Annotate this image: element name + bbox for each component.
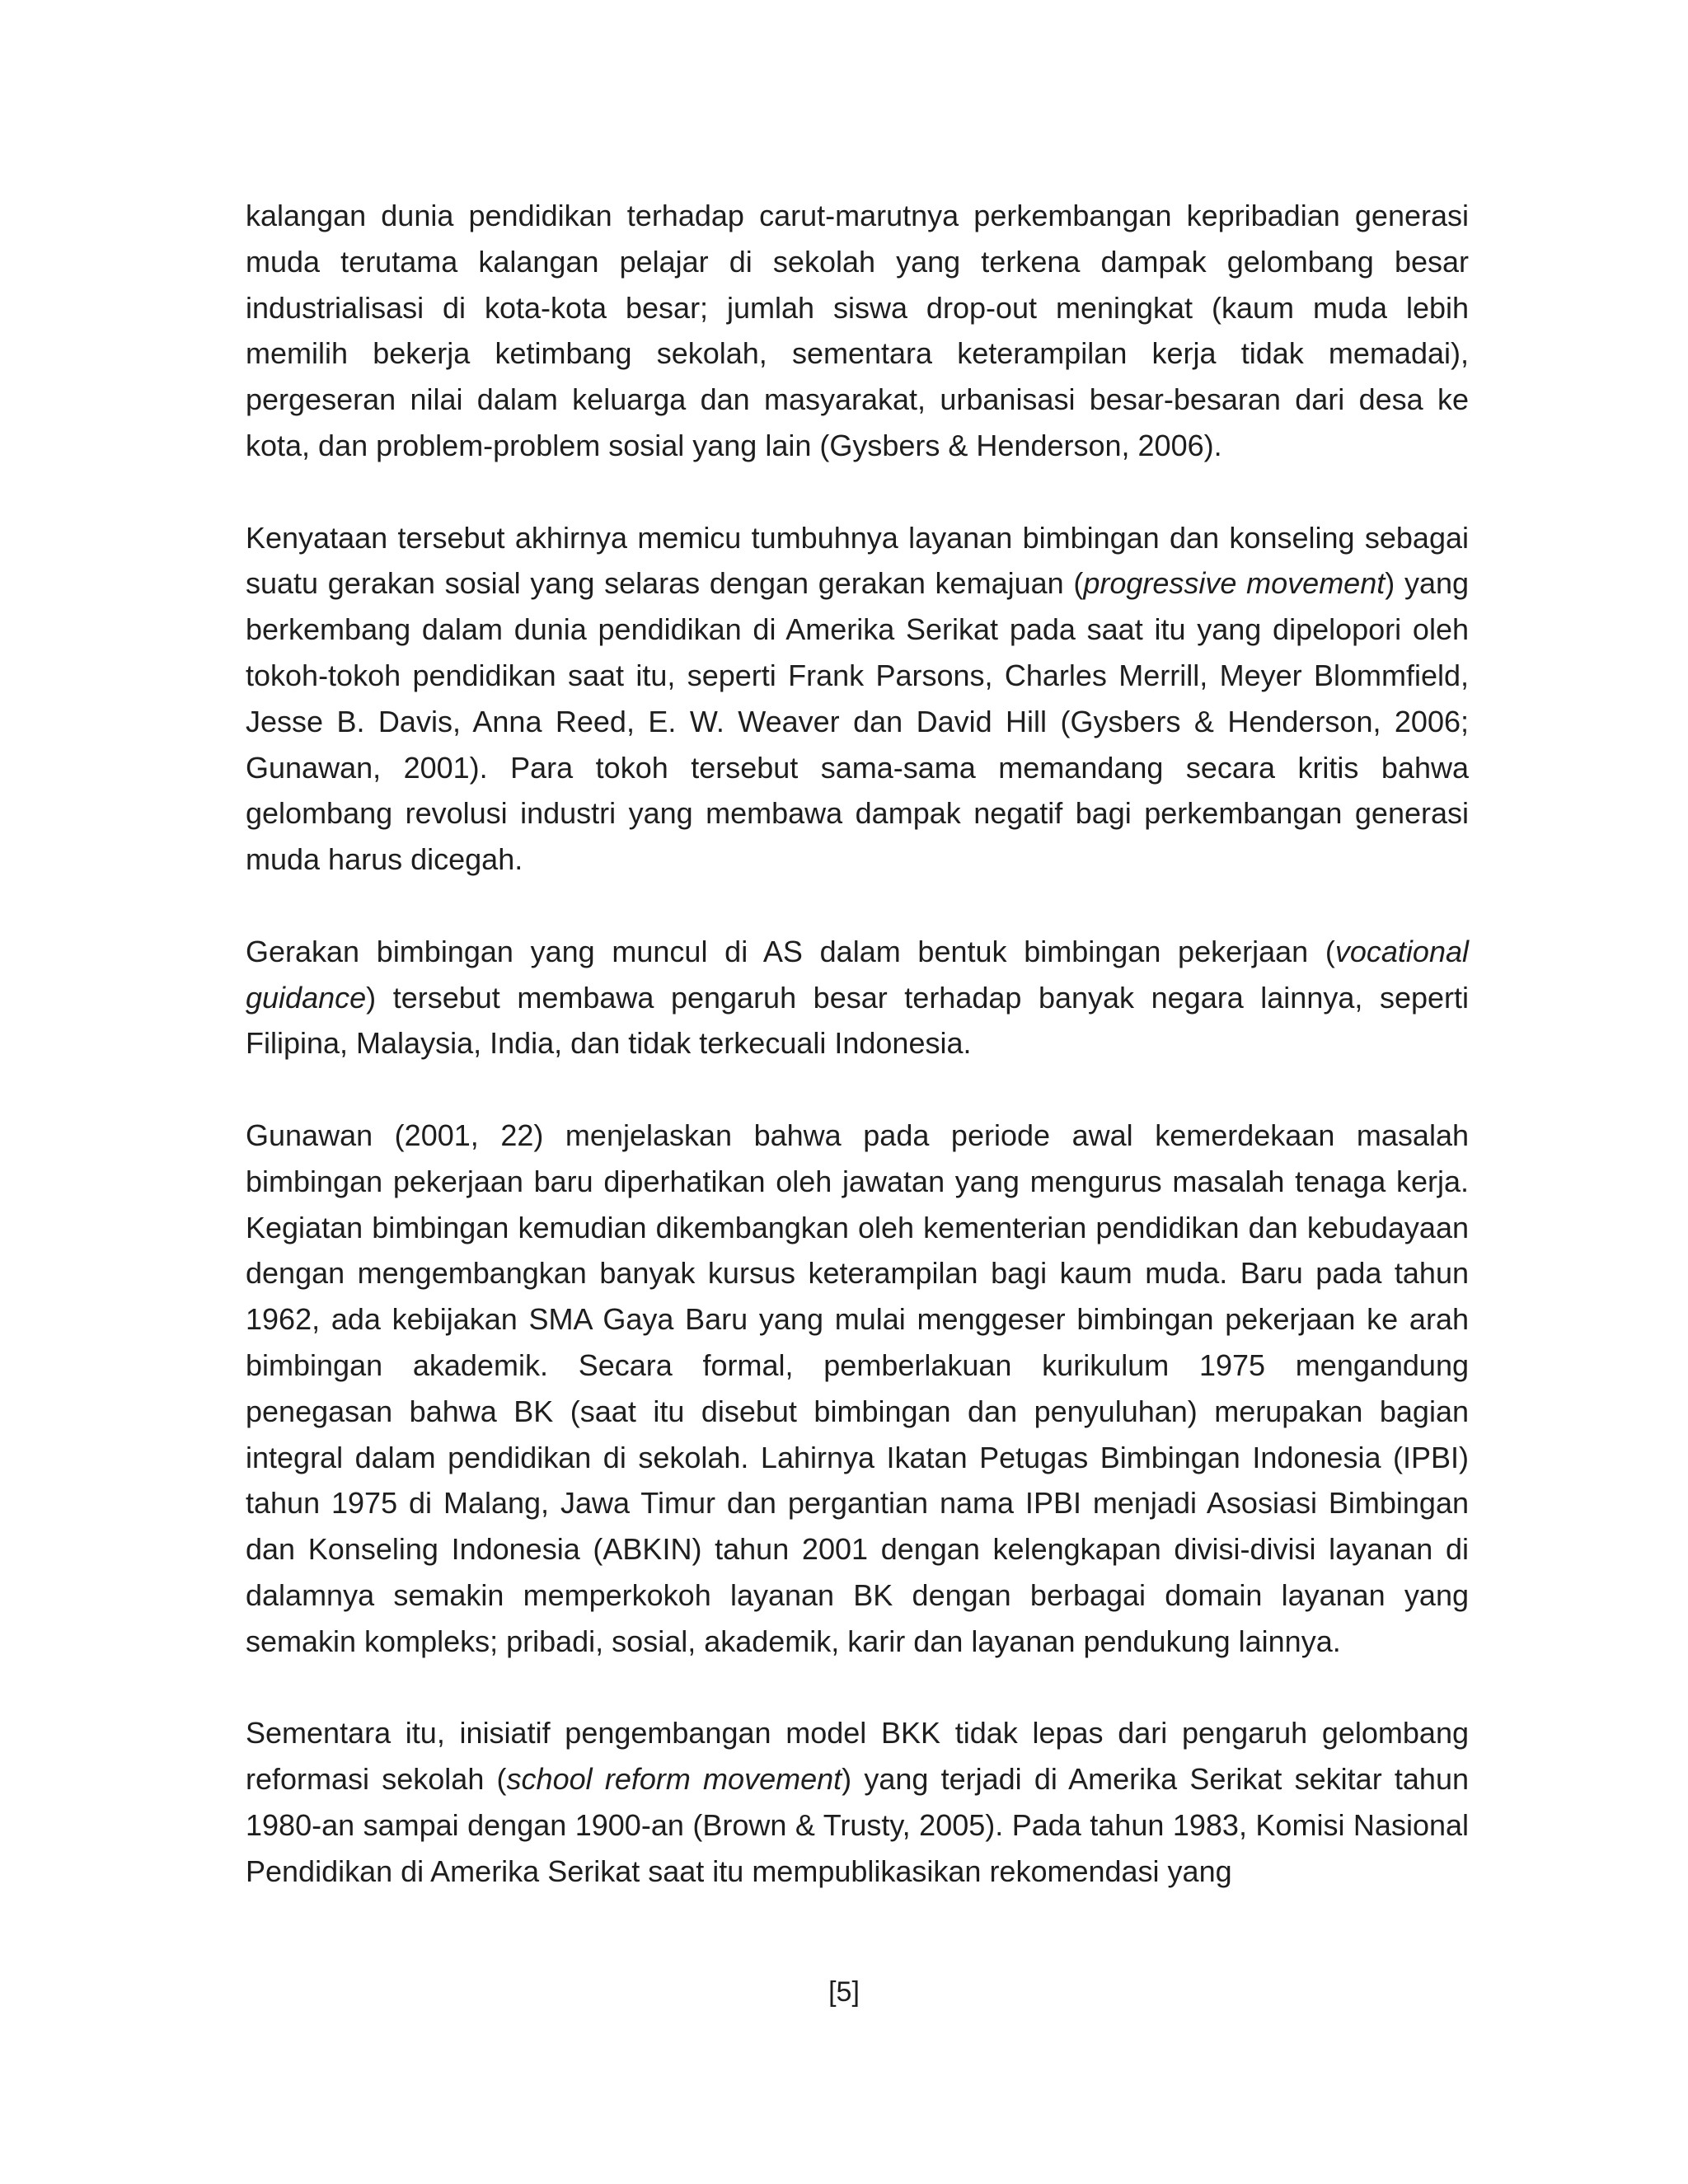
paragraph-4-text: Gunawan (2001, 22) menjelaskan bahwa pada periode awal kemerdekaan masalah bimbingan pekerjaan baru diperhatikan oleh jawatan yang mengurus masalah tenaga kerja. Kegiatan bimbingan kemudian dikembangkan oleh kementerian pendidikan dan kebudayaan dengan mengembangkan banyak kursus keterampilan bagi kaum muda. Baru pada tahun 1962, ada kebijakan SMA Gaya Baru yang mulai menggeser bimbingan pekerjaan ke arah bimbingan akademik. Secara formal, pemberlakuan kurikulum 1975 mengandung penegasan bahwa BK (saat itu disebut bimbingan dan penyuluhan) merupakan bagian integral dalam pendidikan di sekolah. Lahirnya Ikatan Petugas Bimbingan Indonesia (IPBI) tahun 1975 di Malang, Jawa Timur dan pergantian nama IPBI menjadi Asosiasi Bimbingan dan Konseling Indonesia (ABKIN) tahun 2001 dengan kelengkapan divisi-divisi layanan di dalamnya semakin memperkokoh layanan BK dengan berbagai domain layanan yang semakin kompleks; pribadi, sosial, akademik, karir dan layanan pendukung lainnya. (246, 1118, 1469, 1658)
paragraph-5 (246, 1710, 1469, 1894)
paragraph-2-text-b: ) yang berkembang dalam dunia pendidikan di Amerika Serikat pada saat itu yang dipelopori oleh tokoh-tokoh pendidikan saat itu, seperti Frank Parsons, Charles Merrill, Meyer Blommfield, Jesse B. Davis, Anna Reed, E. W. Weaver dan David Hill (Gysbers & Henderson, 2006; Gunawan, 2001). Para tokoh tersebut sama-sama memandang secara kritis bahwa gelombang revolusi industri yang membawa dampak negatif bagi perkembangan generasi muda harus dicegah. (246, 566, 1470, 877)
paragraph-4 (246, 1113, 1469, 1665)
paragraph-1 (246, 193, 1469, 469)
body-text (246, 193, 1469, 1894)
paragraph-2-text-a: Kenyataan tersebut akhirnya memicu tumbuhnya layanan bimbingan dan konseling sebagai suatu gerakan sosial yang selaras dengan gerakan kemajuan ( (246, 520, 1469, 601)
paragraph-2-italic-term: progressive movement (1083, 566, 1386, 601)
paragraph-1-text: kalangan dunia pendidikan terhadap carut-marutnya perkembangan kepribadian generasi muda terutama kalangan pelajar di sekolah yang terkena dampak gelombang besar industrialisasi di kota-kota besar; jumlah siswa drop-out meningkat (kaum muda lebih memilih bekerja ketimbang sekolah, sementara keterampilan kerja tidak memadai), pergeseran nilai dalam keluarga dan masyarakat, urbanisasi besar-besaran dari desa ke kota, dan problem-problem sosial yang lain (Gysbers & Henderson, 2006). (246, 199, 1469, 462)
page-footer (0, 1976, 1688, 2008)
paragraph-5-text-a: Sementara itu, inisiatif pengembangan model BKK tidak lepas dari pengaruh gelombang reformasi sekolah ( (246, 1716, 1469, 1797)
paragraph-3-italic-term: vocational guidance (246, 934, 1469, 1015)
paragraph-3-text-b: ) tersebut membawa pengaruh besar terhadap banyak negara lainnya, seperti Filipina, Malaysia, India, dan tidak terkecuali Indonesia. (246, 980, 1469, 1061)
paragraph-3 (246, 929, 1469, 1066)
paragraph-5-text-b: ) yang terjadi di Amerika Serikat sekitar tahun 1980-an sampai dengan 1900-an (Brown & Trusty, 2005). Pada tahun 1983, Komisi Nasional Pendidikan di Amerika Serikat saat itu mempublikasikan rekomendasi yang (246, 1762, 1469, 1888)
paragraph-5-italic-term: school reform movement (506, 1762, 842, 1797)
paragraph-3-text-a: Gerakan bimbingan yang muncul di AS dalam bentuk bimbingan pekerjaan ( (246, 934, 1335, 968)
page-number: [5] (828, 1976, 860, 2008)
paragraph-2 (246, 515, 1469, 883)
